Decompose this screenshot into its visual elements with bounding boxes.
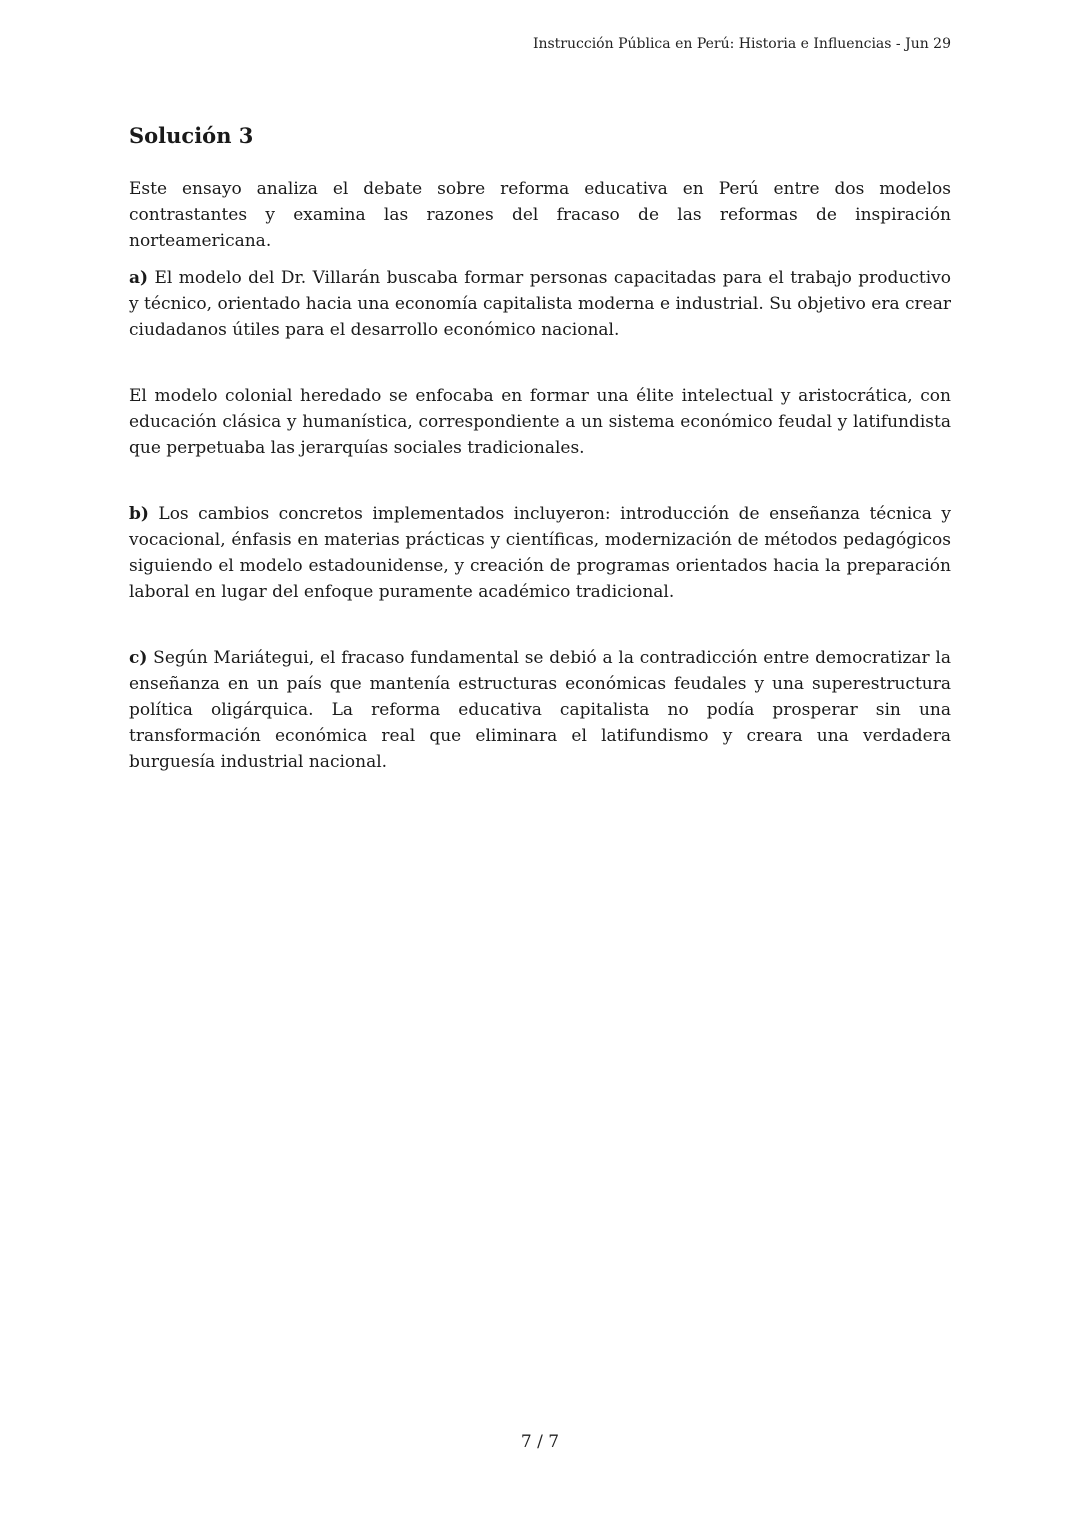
part-b-label: b)	[129, 504, 149, 524]
page-number: 7 / 7	[520, 1432, 560, 1452]
part-a-label: a)	[129, 268, 149, 288]
section-title: Solución 3	[129, 123, 254, 148]
part-a-text: El modelo del Dr. Villarán buscaba formar personas capacitadas para el trabajo productivo y técnico, orientado hacia una economía capitalista moderna e industrial. Su objetivo era crear ciudadanos útiles para el desarrollo económico nacional.	[129, 268, 951, 340]
part-c-paragraph	[129, 645, 951, 775]
document-body	[129, 120, 951, 786]
part-a-continued-paragraph: El modelo colonial heredado se enfocaba en formar una élite intelectual y aristocrática, con educación clásica y humanística, correspondiente a un sistema económico feudal y latifundista que perpetuaba las jerarquías sociales tradicionales.	[129, 386, 951, 458]
intro-paragraph: Este ensayo analiza el debate sobre reforma educativa en Perú entre dos modelos contrastantes y examina las razones del fracaso de las reformas de inspiración norteamericana.	[129, 179, 951, 251]
part-a-paragraph	[129, 265, 951, 343]
part-b-text: Los cambios concretos implementados incluyeron: introducción de enseñanza técnica y vocacional, énfasis en materias prácticas y científicas, modernización de métodos pedagógicos siguiendo el modelo estadounidense, y creación de programas orientados hacia la preparación laboral en lugar del enfoque puramente académico tradicional.	[129, 504, 951, 602]
part-c-label: c)	[129, 648, 148, 668]
running-header: Instrucción Pública en Perú: Historia e Influencias - Jun 29	[532, 36, 951, 52]
part-c-text: Según Mariátegui, el fracaso fundamental se debió a la contradicción entre democratizar la enseñanza en un país que mantenía estructuras económicas feudales y una superestructura política oligárquica. La reforma educativa capitalista no podía prosperar sin una transformación económica real que eliminara el latifundismo y creara una verdadera burguesía industrial nacional.	[129, 648, 951, 772]
part-b-paragraph	[129, 501, 951, 605]
